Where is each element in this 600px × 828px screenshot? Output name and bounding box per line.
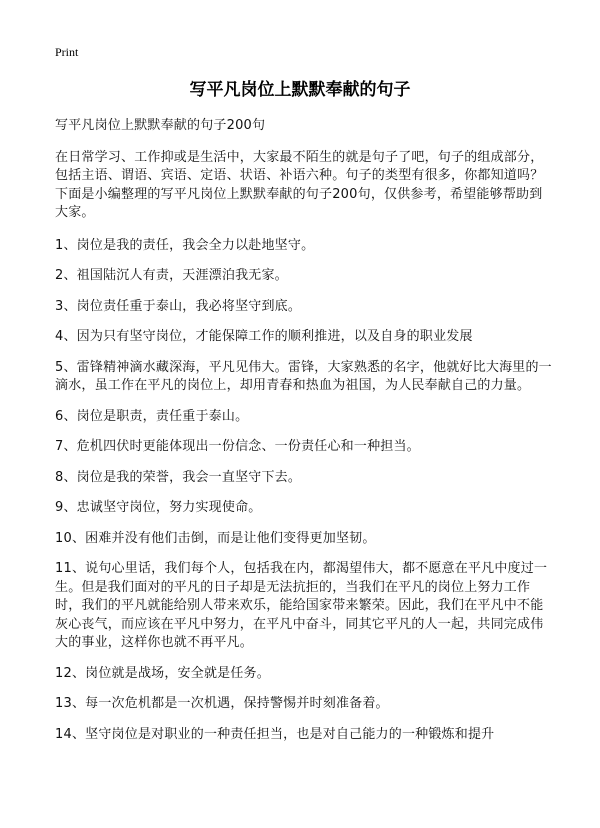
list-item: 6、岗位是职责，责任重于泰山。 bbox=[55, 408, 249, 424]
document-title: 写平凡岗位上默默奉献的句子 bbox=[189, 80, 411, 100]
list-item: 13、每一次危机都是一次机遇，保持警惕并时刻准备着。 bbox=[55, 696, 389, 711]
print-link[interactable]: Print bbox=[55, 45, 79, 59]
list-item: 8、岗位是我的荣誉，我会一直坚守下去。 bbox=[55, 469, 302, 485]
list-item: 5、雷锋精神滴水藏深海，平凡见伟大。雷锋，大家熟悉的名字，他就好比大海里的一滴水，虽工作在平凡的岗位上，却用青春和热血为祖国，为人民奉献自己的力量。 bbox=[55, 359, 552, 393]
list-item: 3、岗位责任重于泰山，我必将坚守到底。 bbox=[55, 298, 302, 314]
list-item: 11、说句心里话，我们每个人，包括我在内，都渴望伟大，都不愿意在平凡中度过一生。但是我们面对的平凡的日子却是无法抗拒的，当我们在平凡的岗位上努力工作时，我们的平凡就能给别人带来欢乐，能给国家带来繁荣。因此，我们在平凡中不能灰心丧气，而应该在平凡中努力，在平凡中奋斗，同其它平凡的人一起，共同完成伟大的事业，这样你也就不再平凡。 bbox=[55, 561, 548, 650]
list-item: 9、忠诚坚守岗位，努力实现使命。 bbox=[55, 500, 262, 515]
list-item: 2、祖国陆沉人有责，天涯漂泊我无家。 bbox=[55, 268, 288, 283]
list-item: 7、危机四伏时更能体现出一份信念、一份责任心和一种担当。 bbox=[55, 439, 420, 454]
intro-paragraph: 在日常学习、工作抑或是生活中，大家最不陌生的就是句子了吧，句子的组成部分，包括主语、谓语、宾语、定语、状语、补语六种。句子的类型有很多，你都知道吗？下面是小编整理的写平凡岗位上默默奉献的句子200句，仅供参考，希望能够帮助到大家。 bbox=[55, 149, 544, 220]
list-item: 4、因为只有坚守岗位，才能保障工作的顺利推进，以及自身的职业发展 bbox=[55, 329, 473, 344]
document-subtitle: 写平凡岗位上默默奉献的句子200句 bbox=[55, 118, 266, 133]
document-body bbox=[55, 117, 555, 756]
list-item: 14、坚守岗位是对职业的一种责任担当，也是对自己能力的一种锻炼和提升 bbox=[55, 726, 495, 742]
list-item: 10、困难并没有他们击倒，而是让他们变得更加坚韧。 bbox=[55, 530, 376, 546]
list-item: 1、岗位是我的责任，我会全力以赴地坚守。 bbox=[55, 237, 315, 253]
list-item: 12、岗位就是战场，安全就是任务。 bbox=[55, 665, 270, 681]
